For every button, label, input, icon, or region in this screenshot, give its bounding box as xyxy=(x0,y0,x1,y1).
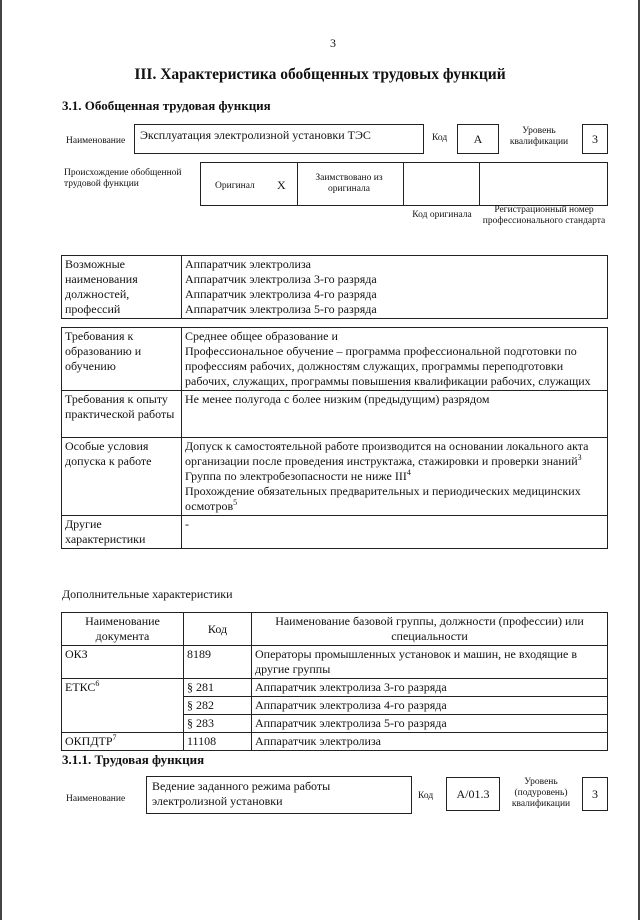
footnote-ref: 4 xyxy=(406,468,411,477)
origin-original-mark: X xyxy=(277,178,286,192)
gtf-level-value: 3 xyxy=(592,132,598,146)
edu-label: Требования к образованию и обучению xyxy=(62,328,182,391)
name-cell: Аппаратчик электролиза 4-го разряда xyxy=(252,697,608,715)
origin-code-original-label: Код оригинала xyxy=(412,210,472,220)
position-item: Аппаратчик электролиза 3-го разряда xyxy=(185,272,377,286)
page-title: III. Характеристика обобщенных трудовых функций xyxy=(134,66,506,83)
col-doc-header: Наименование документа xyxy=(62,613,184,646)
footnote-ref: 5 xyxy=(233,498,238,507)
tf-name-value: Ведение заданного режима работы электролизной установки xyxy=(152,779,331,808)
gtf-code-value: A xyxy=(473,132,483,146)
name-cell: Аппаратчик электролиза 3-го разряда xyxy=(252,679,608,697)
position-item: Аппаратчик электролиза 5-го разряда xyxy=(185,302,377,316)
page-number: 3 xyxy=(330,36,336,50)
special-line: Прохождение обязательных предварительных и периодических медицинских осмотров$^5$ xyxy=(185,484,581,513)
tf-code-box xyxy=(446,777,500,811)
gtf-level-box xyxy=(582,124,608,154)
positions-list xyxy=(182,256,608,319)
edu-line: Среднее общее образование и xyxy=(185,329,338,343)
name-cell: Операторы промышленных установок и машин, не входящие в другие группы xyxy=(252,646,608,679)
tf-name-value-box xyxy=(146,776,412,814)
additional-table xyxy=(61,612,608,751)
doc-cell: ЕТКС$^6$ xyxy=(62,679,184,733)
doc-cell: ОКЗ xyxy=(62,646,184,679)
position-item: Аппаратчик электролиза xyxy=(185,257,312,271)
gtf-name-value-box xyxy=(134,124,424,154)
edu-line: Профессиональное обучение – программа профессиональной подготовки по профессиям рабочих, должностям служащих, программы переподготовки рабочих, служащих, программы повышения квалификации рабочих, служащих xyxy=(185,344,591,388)
additional-heading: Дополнительные характеристики xyxy=(62,587,233,601)
gtf-code-box xyxy=(457,124,499,154)
origin-table xyxy=(200,162,608,206)
footnote-ref: 6 xyxy=(95,679,100,688)
table-row xyxy=(62,733,608,751)
origin-original-label: Оригинал xyxy=(215,181,255,191)
requirements-table xyxy=(61,327,608,549)
other-label: Другие характеристики xyxy=(62,516,182,549)
tf-code-label: Код xyxy=(418,791,434,801)
section-heading-3-1: 3.1. Обобщенная трудовая функция xyxy=(62,98,271,113)
other-value: - xyxy=(182,516,608,549)
col-name-header: Наименование базовой группы, должности (профессии) или специальности xyxy=(252,613,608,646)
origin-borrowed-label: Заимствовано из оригинала xyxy=(315,173,383,194)
code-cell: § 282 xyxy=(184,697,252,715)
special-line: Допуск к самостоятельной работе производится на основании локального акта организации после проведения инструктажа, стажировки и проверки знаний$^3$ xyxy=(185,439,589,468)
code-cell: 8189 xyxy=(184,646,252,679)
special-value xyxy=(182,438,608,516)
origin-reg-number-label: Регистрационный номер профессионального стандарта xyxy=(482,205,606,226)
tf-level-value: 3 xyxy=(592,787,598,801)
position-item: Аппаратчик электролиза 4-го разряда xyxy=(185,287,377,301)
gtf-name-value: Эксплуатация электролизной установки ТЭС xyxy=(140,128,371,142)
special-label: Особые условия допуска к работе xyxy=(62,438,182,516)
table-row xyxy=(62,646,608,679)
code-cell: § 281 xyxy=(184,679,252,697)
scan-edge-left xyxy=(0,0,2,920)
positions-table xyxy=(61,255,608,319)
footnote-ref: 3 xyxy=(577,453,582,462)
exp-label: Требования к опыту практической работы xyxy=(62,391,182,438)
tf-level-box xyxy=(582,777,608,811)
footnote-ref: 7 xyxy=(112,733,117,742)
tf-level-label: Уровень (подуровень) квалификации xyxy=(511,777,571,809)
exp-value: Не менее полугода с более низким (предыдущим) разрядом xyxy=(182,391,608,438)
tf-code-value: A/01.3 xyxy=(456,787,490,801)
origin-label: Происхождение обобщенной трудовой функции xyxy=(64,168,182,189)
special-line: Группа по электробезопасности не ниже III$^4$ xyxy=(185,468,411,483)
doc-cell: ОКПДТР$^7$ xyxy=(62,733,184,751)
code-cell: 11108 xyxy=(184,733,252,751)
gtf-level-label: Уровень квалификации xyxy=(509,126,569,147)
name-cell: Аппаратчик электролиза 5-го разряда xyxy=(252,715,608,733)
gtf-name-label: Наименование xyxy=(66,136,126,146)
tf-name-label: Наименование xyxy=(66,794,126,804)
code-cell: § 283 xyxy=(184,715,252,733)
section-heading-3-1-1: 3.1.1. Трудовая функция xyxy=(62,752,205,767)
col-code-header: Код xyxy=(184,613,252,646)
edu-value xyxy=(182,328,608,391)
table-row xyxy=(62,679,608,697)
name-cell: Аппаратчик электролиза xyxy=(252,733,608,751)
gtf-code-label: Код xyxy=(432,133,448,143)
positions-label: Возможные наименования должностей, профессий xyxy=(62,256,182,319)
